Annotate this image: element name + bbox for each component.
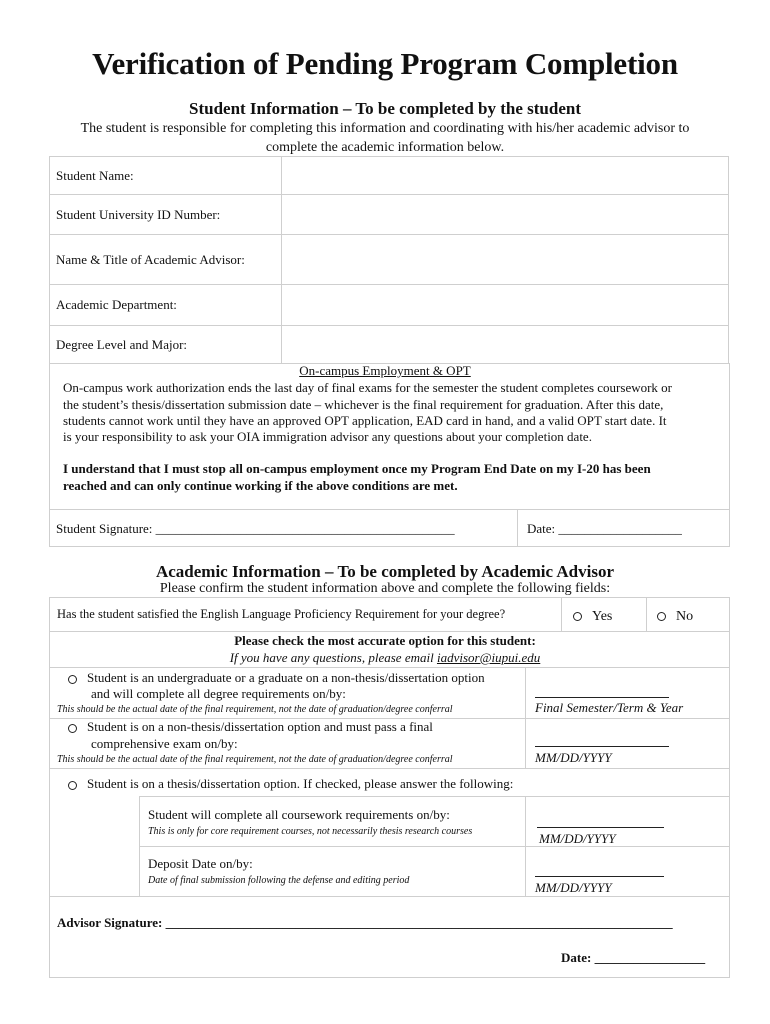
advisor-date-field[interactable]: Date: _________________	[561, 950, 706, 965]
option-2-line-2: comprehensive exam on/by:	[91, 736, 238, 751]
student-name-field[interactable]	[282, 157, 729, 195]
no-label: No	[676, 609, 694, 624]
questions-text: If you have any questions, please email	[229, 650, 434, 665]
no-radio-icon[interactable]	[657, 612, 666, 621]
degree-label: Degree Level and Major:	[50, 326, 282, 364]
student-date-field[interactable]: Date: ___________________	[527, 521, 682, 536]
option-2-field-label: MM/DD/YYYY	[535, 750, 612, 765]
options-divider-5	[49, 896, 730, 897]
page-title: Verification of Pending Program Completion	[92, 46, 678, 81]
advisor-email-link[interactable]: iadvisor@iupui.edu	[436, 650, 541, 665]
options-col-divider-3	[139, 796, 140, 896]
coursework-note: This is only for core requirement courses, not necessarily thesis research courses	[148, 826, 473, 837]
option-2-radio-icon[interactable]	[68, 724, 77, 733]
student-info-table	[49, 156, 729, 364]
student-intro-line-2: complete the academic information below.	[265, 140, 505, 155]
option-1-line-1: Student is an undergraduate or a graduate on a non-thesis/dissertation option	[87, 670, 485, 685]
advisor-name-label: Name & Title of Academic Advisor:	[50, 235, 282, 285]
student-name-label: Student Name:	[50, 157, 282, 195]
opt-line-2: the student’s thesis/dissertation submission date – whichever is the final requirement for graduation. After this date,	[63, 397, 664, 412]
check-heading: Please check the most accurate option for this student:	[234, 633, 536, 648]
options-divider-top	[49, 667, 730, 668]
department-label: Academic Department:	[50, 285, 282, 326]
options-col-divider-1	[525, 667, 526, 768]
department-field[interactable]	[282, 285, 729, 326]
deposit-label: Deposit Date on/by:	[148, 856, 253, 871]
opt-line-1: On-campus work authorization ends the last day of final exams for the semester the student completes coursework or	[63, 380, 673, 395]
option-2[interactable]	[68, 719, 433, 735]
deposit-date-field[interactable]	[535, 876, 664, 877]
no-divider	[646, 597, 647, 632]
academic-section-heading: Academic Information – To be completed by Academic Advisor	[155, 562, 615, 581]
academic-subheading: Please confirm the student information above and complete the following fields:	[159, 581, 611, 596]
option-1-line-2: and will complete all degree requirements on/by:	[91, 686, 346, 701]
student-signature-field[interactable]: Student Signature: ______________________________________________	[56, 521, 455, 536]
english-question: Has the student satisfied the English Language Proficiency Requirement for your degree?	[57, 607, 506, 621]
advisor-signature-field[interactable]: Advisor Signature: ______________________________________________________________________________	[57, 915, 673, 930]
options-divider-4	[139, 846, 730, 847]
option-3[interactable]	[68, 776, 513, 792]
english-no-option[interactable]	[657, 609, 693, 625]
options-divider-3	[139, 796, 730, 797]
signature-divider	[517, 509, 518, 547]
option-1[interactable]	[68, 670, 485, 686]
deposit-note: Date of final submission following the defense and editing period	[148, 875, 410, 886]
option-1-note: This should be the actual date of the final requirement, not the date of graduation/degree conferral	[57, 704, 453, 715]
coursework-label: Student will complete all coursework requirements on/by:	[148, 807, 450, 822]
options-col-divider-2	[525, 796, 526, 896]
yes-radio-icon[interactable]	[573, 612, 582, 621]
opt-heading: On-campus Employment & OPT	[299, 363, 471, 378]
options-divider-2	[49, 768, 730, 769]
option-1-field-label: Final Semester/Term & Year	[535, 700, 684, 715]
option-2-line-1: Student is on a non-thesis/dissertation option and must pass a final	[87, 719, 433, 734]
option-3-radio-icon[interactable]	[68, 781, 77, 790]
student-id-field[interactable]	[282, 195, 729, 235]
option-1-date-field[interactable]	[535, 697, 669, 698]
advisor-name-field[interactable]	[282, 235, 729, 285]
option-2-date-field[interactable]	[535, 746, 669, 747]
english-yes-option[interactable]	[573, 609, 612, 625]
student-section-heading: Student Information – To be completed by the student	[189, 99, 581, 118]
option-3-text: Student is on a thesis/dissertation option. If checked, please answer the following:	[87, 776, 514, 791]
coursework-date-field[interactable]	[537, 827, 664, 828]
student-intro-line-1: The student is responsible for completing this information and coordinating with his/her academic advisor to	[80, 121, 690, 136]
degree-field[interactable]	[282, 326, 729, 364]
student-id-label: Student University ID Number:	[50, 195, 282, 235]
option-2-note: This should be the actual date of the final requirement, not the date of graduation/degree conferral	[57, 754, 453, 765]
deposit-field-label: MM/DD/YYYY	[535, 880, 612, 895]
opt-line-3: students cannot work until they have an approved OPT application, EAD card in hand, and a valid OPT start date. It	[63, 413, 667, 428]
opt-ack-line-1: I understand that I must stop all on-campus employment once my Program End Date on my I-20 has been	[63, 461, 651, 476]
yes-divider	[561, 597, 562, 632]
opt-ack-line-2: reached and can only continue working if the above conditions are met.	[63, 478, 458, 493]
option-1-radio-icon[interactable]	[68, 675, 77, 684]
yes-label: Yes	[592, 609, 613, 624]
opt-line-4: is your responsibility to ask your OIA immigration advisor any questions about your completion date.	[63, 429, 592, 444]
coursework-field-label: MM/DD/YYYY	[539, 831, 616, 846]
questions-line	[0, 650, 770, 666]
